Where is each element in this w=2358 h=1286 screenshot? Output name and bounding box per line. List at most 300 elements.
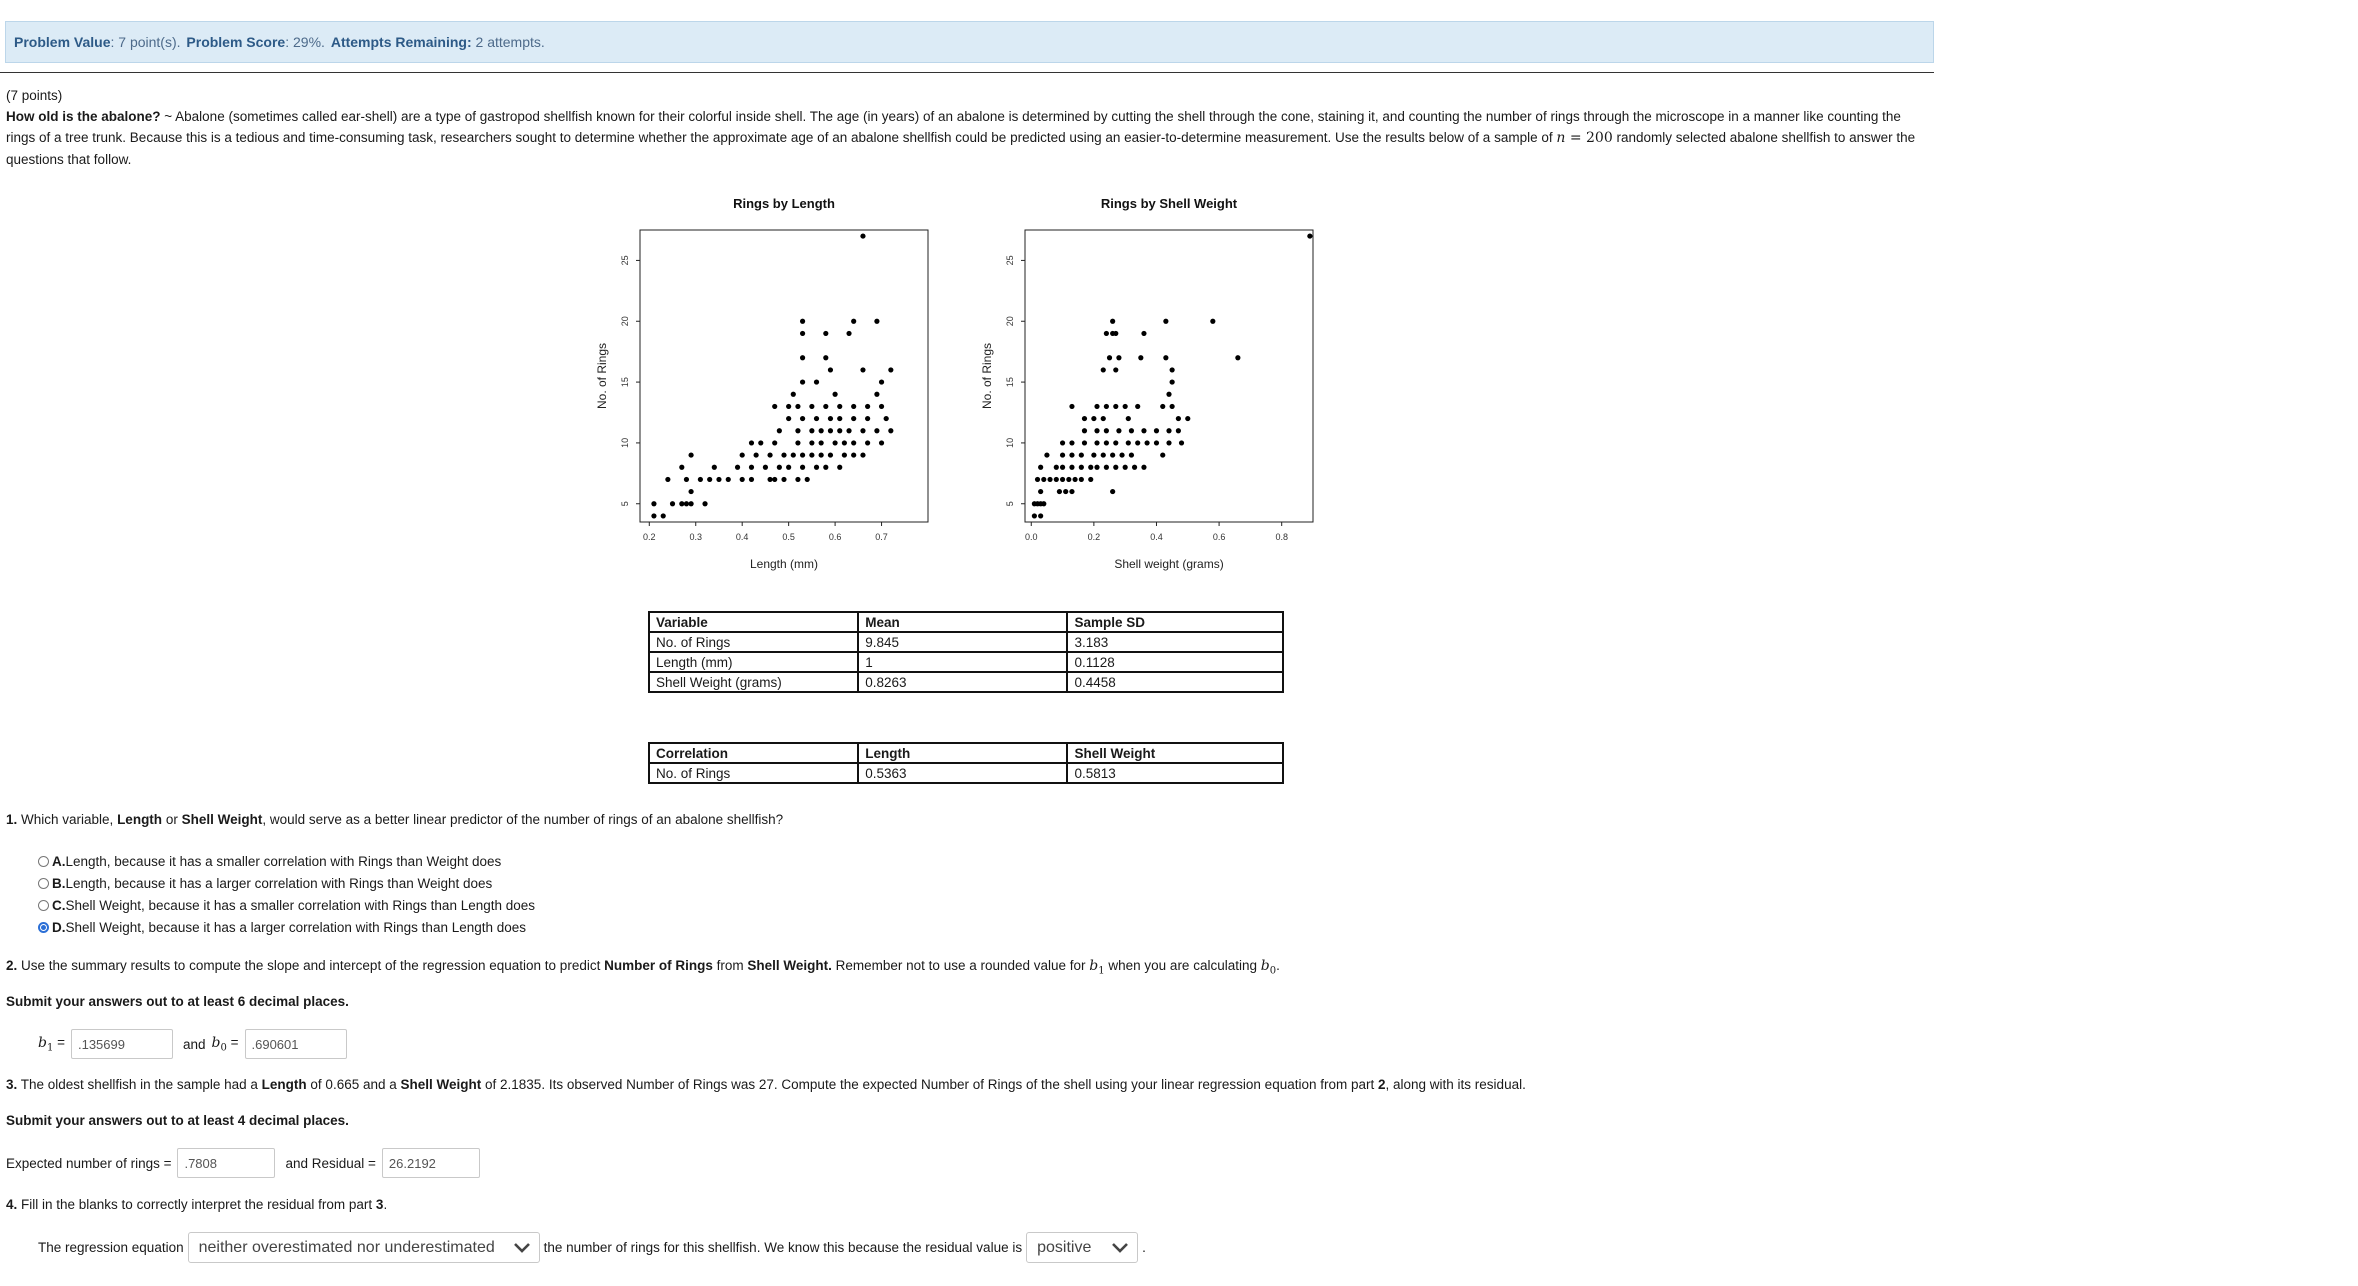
data-point <box>828 452 833 457</box>
chevron-down-icon <box>513 1242 531 1254</box>
data-point <box>791 452 796 457</box>
x-tick-label: 0.3 <box>689 532 702 542</box>
data-point <box>1038 465 1043 470</box>
data-point <box>814 465 819 470</box>
q4-text-a: Fill in the blanks to correctly interpret the residual from part <box>17 1197 376 1212</box>
data-point <box>800 465 805 470</box>
data-point <box>1094 428 1099 433</box>
table-cell: No. of Rings <box>649 763 858 783</box>
estimation-dropdown[interactable] <box>188 1232 540 1263</box>
data-point <box>1113 331 1118 336</box>
data-point <box>851 404 856 409</box>
data-point <box>1066 477 1071 482</box>
data-point <box>795 477 800 482</box>
data-point <box>809 428 814 433</box>
summary-header-sd: Sample SD <box>1067 612 1283 632</box>
intro-heading: How old is the abalone? <box>6 109 161 124</box>
data-point <box>851 440 856 445</box>
data-point <box>1069 452 1074 457</box>
data-point <box>707 477 712 482</box>
data-point <box>800 355 805 360</box>
data-point <box>823 465 828 470</box>
y-tick-label: 15 <box>1005 377 1015 388</box>
data-point <box>851 416 856 421</box>
data-point <box>1101 416 1106 421</box>
data-point <box>828 428 833 433</box>
data-point <box>1104 440 1109 445</box>
data-point <box>819 428 824 433</box>
q3-text-b: of 0.665 and a <box>306 1077 401 1092</box>
q1-option-text: Length, because it has a larger correlation with Rings than Weight does <box>65 875 493 891</box>
data-point <box>786 465 791 470</box>
q3-bold-length: Length <box>261 1077 307 1092</box>
data-point <box>865 404 870 409</box>
q1-radio-d[interactable] <box>38 922 49 933</box>
data-point <box>781 452 786 457</box>
data-point <box>1101 367 1106 372</box>
problem-score: : 29%. <box>285 34 325 50</box>
problem-intro <box>6 85 1926 170</box>
data-point <box>754 452 759 457</box>
residual-input[interactable]: 26.2192 <box>382 1148 480 1178</box>
q2-text-a: Use the summary results to compute the slope and intercept of the regression equation to predict <box>17 958 605 973</box>
q4-middle-text: the number of rings for this shellfish. We know this because the residual value is <box>543 1240 1023 1255</box>
data-point <box>1110 319 1115 324</box>
y-axis-label: No. of Rings <box>980 342 994 410</box>
data-point <box>1101 452 1106 457</box>
q3-answer-row <box>6 1148 480 1178</box>
data-point <box>860 452 865 457</box>
q1-option-letter: B. <box>52 875 66 891</box>
attempts-remaining: 2 attempts. <box>475 34 545 50</box>
q2-bold-rings: Number of Rings <box>604 958 713 973</box>
data-point <box>1135 404 1140 409</box>
expected-rings-label: Expected number of rings = <box>6 1155 172 1171</box>
q3-bold-shell-weight: Shell Weight <box>400 1077 482 1092</box>
attempts-label: Attempts Remaining: <box>330 34 472 50</box>
data-point <box>795 404 800 409</box>
q2-bold-shell-weight: Shell Weight. <box>747 958 832 973</box>
q4-bold-part: 3 <box>375 1197 384 1212</box>
data-point <box>1107 355 1112 360</box>
data-point <box>874 392 879 397</box>
q3-submit-text: Submit your answers out to at least 4 decimal places. <box>6 1113 349 1128</box>
data-point <box>1210 319 1215 324</box>
data-point <box>688 452 693 457</box>
q1-option-text: Shell Weight, because it has a larger correlation with Rings than Length does <box>65 919 527 935</box>
b0-subscript: 0 <box>1269 965 1277 977</box>
data-point <box>837 416 842 421</box>
summary-table-header <box>649 612 1283 632</box>
b1-label-equals: = <box>53 1034 65 1050</box>
chevron-down-icon <box>1111 1242 1129 1254</box>
data-point <box>1072 477 1077 482</box>
y-tick-label: 10 <box>1005 437 1015 448</box>
data-point <box>879 440 884 445</box>
data-point <box>795 428 800 433</box>
data-point <box>795 440 800 445</box>
data-point <box>1060 452 1065 457</box>
data-point <box>846 331 851 336</box>
data-point <box>1123 465 1128 470</box>
table-cell: Shell Weight (grams) <box>649 672 858 692</box>
data-point <box>1069 465 1074 470</box>
x-tick-label: 0.2 <box>1087 532 1101 542</box>
x-tick-label: 0.5 <box>782 532 795 542</box>
data-point <box>1082 416 1087 421</box>
data-point <box>888 367 893 372</box>
b1-label <box>38 1035 65 1054</box>
residual-sign-dropdown-value: positive <box>1037 1238 1092 1256</box>
data-point <box>772 440 777 445</box>
n-symbol: n <box>1556 130 1566 146</box>
q1-radio-b[interactable] <box>38 878 49 889</box>
data-point <box>800 331 805 336</box>
header-divider <box>0 72 1934 73</box>
y-tick-label: 20 <box>620 316 630 327</box>
data-point <box>781 477 786 482</box>
x-tick-label: 0.7 <box>875 532 888 542</box>
data-point <box>1060 465 1065 470</box>
data-point <box>1088 477 1093 482</box>
data-point <box>1113 440 1118 445</box>
and-label: and <box>182 1036 206 1052</box>
data-point <box>749 465 754 470</box>
data-point <box>800 319 805 324</box>
data-point <box>828 416 833 421</box>
n-value: = 200 <box>1565 130 1613 146</box>
data-point <box>1154 428 1159 433</box>
table-row <box>649 632 1283 652</box>
data-point <box>1069 404 1074 409</box>
data-point <box>1170 404 1175 409</box>
data-point <box>823 404 828 409</box>
data-point <box>1104 404 1109 409</box>
data-point <box>1041 501 1046 506</box>
data-point <box>809 440 814 445</box>
data-point <box>1116 428 1121 433</box>
data-point <box>1047 477 1052 482</box>
data-point <box>1038 489 1043 494</box>
x-tick-label: 0.0 <box>1025 532 1038 542</box>
q1-option-d[interactable] <box>38 916 535 938</box>
data-point <box>837 465 842 470</box>
data-point <box>740 452 745 457</box>
x-tick-label: 0.6 <box>828 532 842 542</box>
data-point <box>786 404 791 409</box>
data-point <box>712 465 717 470</box>
data-point <box>814 379 819 384</box>
q3-text-d: , along with its residual. <box>1385 1077 1526 1092</box>
intro-body-1: ~ Abalone (sometimes called ear-shell) are a type of gastropod shellfish known for their colorful inside shell. The age (in years) of an abalone is determined by cutting the shell through the cone, staining it, and counting the number of rings through the microscope in a manner like counting the rings of a tree trunk. Because this is a tedious and time-consuming task, researchers sought to determine whether the approximate age of an abalone shellfish could be predicted using an easier-to-determine measurement. Use the results below of a sample of <box>6 109 1901 145</box>
data-point <box>651 501 656 506</box>
summary-header-mean: Mean <box>858 612 1067 632</box>
q4-lead-text: The regression equation <box>38 1240 184 1255</box>
summary-table <box>648 611 1284 693</box>
data-point <box>777 428 782 433</box>
x-tick-label: 0.2 <box>643 532 656 542</box>
x-axis-label: Length (mm) <box>749 557 819 571</box>
x-tick-label: 0.4 <box>1150 532 1163 542</box>
b1-subscript: 1 <box>1098 965 1105 977</box>
data-point <box>698 477 703 482</box>
chart-title: Rings by Length <box>733 196 835 211</box>
data-point <box>735 465 740 470</box>
table-cell: 9.845 <box>858 632 1067 652</box>
data-point <box>1179 440 1184 445</box>
data-point <box>832 440 837 445</box>
q3-submit-note <box>6 1113 349 1128</box>
chart-title: Rings by Shell Weight <box>1100 196 1238 211</box>
table-cell: Length (mm) <box>649 652 858 672</box>
q1-radio-a[interactable] <box>38 856 49 867</box>
data-point <box>809 452 814 457</box>
b0-input[interactable]: .690601 <box>245 1029 347 1059</box>
data-point <box>828 367 833 372</box>
data-point <box>651 513 656 518</box>
data-point <box>865 416 870 421</box>
data-point <box>688 489 693 494</box>
data-point <box>740 477 745 482</box>
table-cell: No. of Rings <box>649 632 858 652</box>
table-row <box>649 672 1283 692</box>
data-point <box>1163 319 1168 324</box>
data-point <box>763 465 768 470</box>
x-tick-label: 0.4 <box>735 532 749 542</box>
data-point <box>860 233 865 238</box>
q1-text-b: or <box>162 812 182 827</box>
q2-submit-note <box>6 994 349 1009</box>
data-point <box>1141 465 1146 470</box>
data-point <box>1110 489 1115 494</box>
y-tick-label: 5 <box>1005 501 1015 507</box>
intro-paragraph <box>6 106 1926 170</box>
y-tick-label: 10 <box>620 437 630 448</box>
data-point <box>832 392 837 397</box>
data-point <box>1069 489 1074 494</box>
b1-label-subscript: 1 <box>46 1042 54 1054</box>
table-row <box>649 763 1283 783</box>
q1-option-text: Length, because it has a smaller correlation with Rings than Weight does <box>65 853 502 869</box>
data-point <box>851 319 856 324</box>
data-point <box>1041 477 1046 482</box>
data-point <box>1104 465 1109 470</box>
rings-by-length-chart <box>580 190 980 580</box>
data-point <box>805 477 810 482</box>
data-point <box>837 404 842 409</box>
data-point <box>884 416 889 421</box>
data-point <box>865 440 870 445</box>
data-point <box>823 331 828 336</box>
data-point <box>1082 428 1087 433</box>
data-point <box>1160 404 1165 409</box>
data-point <box>772 477 777 482</box>
data-point <box>1126 416 1131 421</box>
q2-submit-text: Submit your answers out to at least 6 decimal places. <box>6 994 349 1009</box>
data-point <box>1091 416 1096 421</box>
q4-text-b: . <box>383 1197 388 1212</box>
data-point <box>1113 367 1118 372</box>
data-point <box>1044 452 1049 457</box>
b0-label <box>212 1035 239 1054</box>
data-point <box>814 416 819 421</box>
data-point <box>1110 452 1115 457</box>
corr-header-length: Length <box>858 743 1067 763</box>
data-point <box>1126 440 1131 445</box>
q1-radio-c[interactable] <box>38 900 49 911</box>
data-point <box>1160 452 1165 457</box>
question-1 <box>6 812 783 827</box>
data-point <box>1091 452 1096 457</box>
data-point <box>1060 477 1065 482</box>
points-label: (7 points) <box>6 88 63 103</box>
data-point <box>1094 440 1099 445</box>
data-point <box>1166 440 1171 445</box>
data-point <box>874 428 879 433</box>
q1-option-b[interactable] <box>38 872 535 894</box>
data-point <box>791 392 796 397</box>
q2-text-e: . <box>1276 958 1280 973</box>
data-point <box>1057 489 1062 494</box>
data-point <box>749 477 754 482</box>
data-point <box>888 428 893 433</box>
data-point <box>758 440 763 445</box>
data-point <box>777 465 782 470</box>
data-point <box>1035 477 1040 482</box>
data-point <box>1144 440 1149 445</box>
x-tick-label: 0.8 <box>1275 532 1288 542</box>
data-point <box>819 452 824 457</box>
data-point <box>1113 404 1118 409</box>
q2-answer-row <box>38 1029 347 1059</box>
residual-sign-dropdown[interactable] <box>1026 1232 1138 1263</box>
data-point <box>665 477 670 482</box>
data-point <box>800 416 805 421</box>
x-axis-label: Shell weight (grams) <box>1114 557 1224 571</box>
data-point <box>1154 440 1159 445</box>
q1-option-letter: C. <box>52 897 66 913</box>
q3-text-a: The oldest shellfish in the sample had a <box>17 1077 262 1092</box>
table-cell: 1 <box>858 652 1067 672</box>
table-row <box>649 652 1283 672</box>
data-point <box>1060 440 1065 445</box>
data-point <box>1307 233 1312 238</box>
data-point <box>1166 428 1171 433</box>
data-point <box>1119 452 1124 457</box>
data-point <box>1138 355 1143 360</box>
data-point <box>851 452 856 457</box>
data-point <box>1054 465 1059 470</box>
data-point <box>772 404 777 409</box>
data-point <box>1176 416 1181 421</box>
x-tick-label: 0.6 <box>1212 532 1226 542</box>
q1-bold-length: Length <box>117 812 163 827</box>
q1-option-letter: A. <box>52 853 66 869</box>
correlation-table <box>648 742 1284 784</box>
data-point <box>1123 404 1128 409</box>
data-point <box>1185 416 1190 421</box>
corr-header-correlation: Correlation <box>649 743 858 763</box>
data-point <box>767 452 772 457</box>
b1-label-symbol: b <box>38 1034 47 1051</box>
data-point <box>1116 355 1121 360</box>
data-point <box>1129 452 1134 457</box>
b0-label-symbol: b <box>211 1034 221 1051</box>
table-cell: 0.4458 <box>1067 672 1283 692</box>
data-point <box>837 428 842 433</box>
b0-label-equals: = <box>226 1034 239 1050</box>
q1-option-c[interactable] <box>38 894 535 916</box>
correlation-table-header <box>649 743 1283 763</box>
data-point <box>1094 404 1099 409</box>
data-point <box>1079 452 1084 457</box>
corr-header-shell-weight: Shell Weight <box>1067 743 1283 763</box>
data-point <box>661 513 666 518</box>
data-point <box>767 477 772 482</box>
q2-text-c: Remember not to use a rounded value for <box>831 958 1090 973</box>
data-point <box>1141 428 1146 433</box>
q2-text-d: when you are calculating <box>1104 958 1261 973</box>
q4-end-text: . <box>1142 1240 1146 1255</box>
q1-option-letter: D. <box>52 919 66 935</box>
data-point <box>1094 465 1099 470</box>
table-cell: 3.183 <box>1067 632 1283 652</box>
data-point <box>809 404 814 409</box>
intro-body-2: randomly selected abalone shellfish to answer the questions that follow. <box>6 130 1916 167</box>
b0-symbol: b <box>1260 958 1270 974</box>
data-point <box>1113 465 1118 470</box>
data-point <box>842 452 847 457</box>
q3-text-c: of 2.1835. Its observed Number of Rings was 27. Compute the expected Number of Rings of the shell using your linear regression equation from part <box>481 1077 1378 1092</box>
data-point <box>874 319 879 324</box>
data-point <box>860 367 865 372</box>
data-point <box>823 355 828 360</box>
q1-option-a[interactable] <box>38 850 535 872</box>
data-point <box>1141 331 1146 336</box>
q1-options <box>38 850 535 938</box>
q2-text-b: from <box>712 958 748 973</box>
question-2 <box>6 958 1280 977</box>
data-point <box>879 404 884 409</box>
data-point <box>1170 379 1175 384</box>
question-3 <box>6 1077 1526 1092</box>
data-point <box>1079 465 1084 470</box>
q1-text-c: , would serve as a better linear predictor of the number of rings of an abalone shellfish? <box>262 812 784 827</box>
y-tick-label: 25 <box>620 255 630 266</box>
data-point <box>679 501 684 506</box>
q1-number: 1. <box>6 812 18 827</box>
data-point <box>1129 428 1134 433</box>
data-point <box>688 501 693 506</box>
residual-label: and Residual = <box>285 1155 376 1171</box>
data-point <box>1063 489 1068 494</box>
data-point <box>1135 440 1140 445</box>
data-point <box>800 379 805 384</box>
data-point <box>879 379 884 384</box>
expected-rings-input[interactable]: .7808 <box>177 1148 275 1178</box>
b0-label-subscript: 0 <box>220 1042 227 1054</box>
data-point <box>684 477 689 482</box>
q3-bold-part: 2 <box>1378 1077 1386 1092</box>
y-tick-label: 5 <box>620 501 630 507</box>
data-point <box>1054 477 1059 482</box>
b1-input[interactable]: .135699 <box>71 1029 173 1059</box>
data-point <box>1170 367 1175 372</box>
problem-status-bar <box>5 21 1934 63</box>
y-tick-label: 25 <box>1005 255 1015 266</box>
table-cell: 0.1128 <box>1067 652 1283 672</box>
data-point <box>1176 428 1181 433</box>
